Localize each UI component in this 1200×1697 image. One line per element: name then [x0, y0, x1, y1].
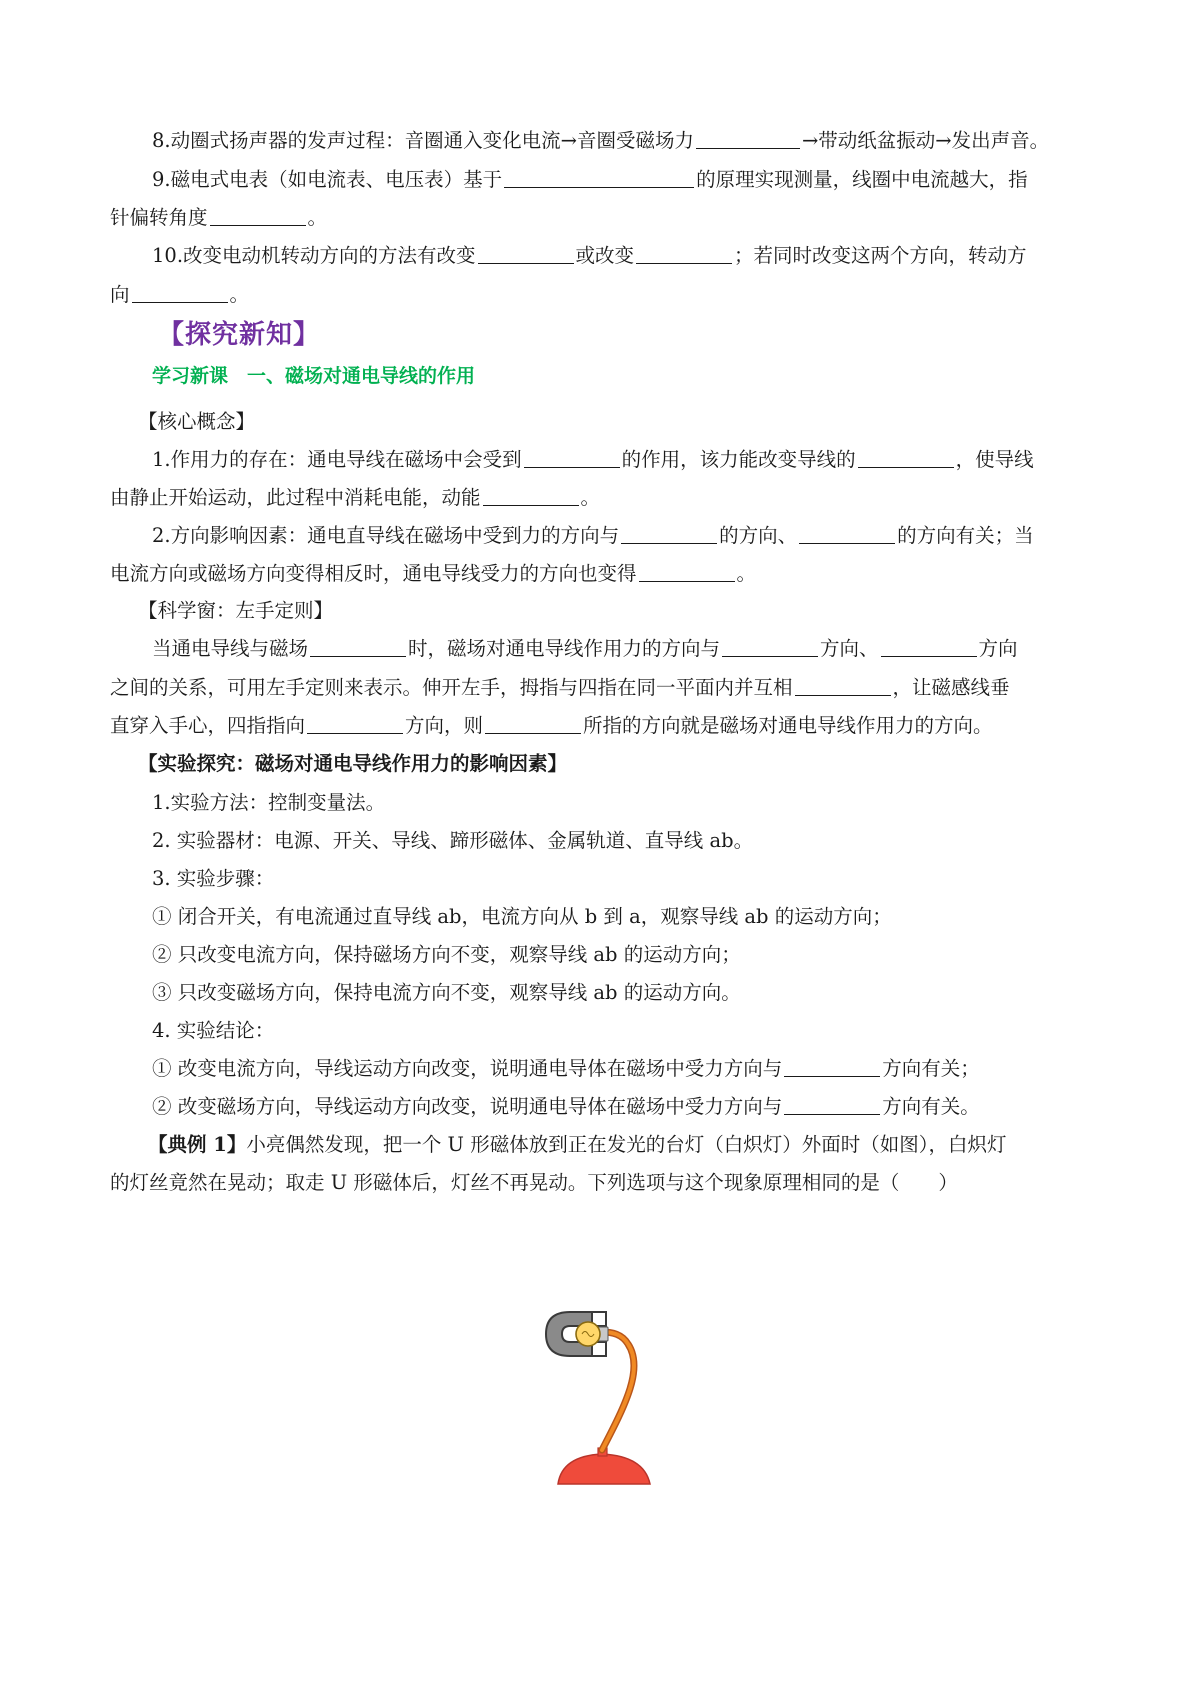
- core-p2-text: 2.方向影响因素：通电直导线在磁场中受到力的方向与: [152, 524, 620, 547]
- experiment-steps-label: 3. 实验步骤：: [152, 867, 275, 890]
- science-text-9: 所指的方向就是磁场对通电导线作用力的方向。: [583, 714, 993, 737]
- core-p2-text-2: 的方向、: [719, 524, 798, 547]
- core-p2-text-5: 。: [736, 562, 757, 585]
- q9-text: 9.磁电式电表（如电流表、电压表）基于: [152, 168, 503, 191]
- lamp-magnet-figure: [540, 1308, 690, 1488]
- conclusion-1-text-2: 方向有关；: [882, 1057, 980, 1080]
- experiment-method: 1.实验方法：控制变量法。: [152, 791, 386, 814]
- explore-heading: 【探究新知】: [158, 320, 321, 350]
- experiment-conclusion-1: [152, 1055, 1092, 1083]
- question-8: [152, 127, 1092, 155]
- science-blank-1[interactable]: [310, 636, 406, 657]
- conclusion-1-text: ① 改变电流方向，导线运动方向改变，说明通电导体在磁场中受力方向与: [152, 1057, 783, 1080]
- science-blank-5[interactable]: [307, 713, 403, 734]
- core-p1-line-1: [152, 446, 1092, 474]
- q10-text-3: ；若同时改变这两个方向，转动方: [734, 244, 1027, 267]
- example-1-line-1: [148, 1131, 1133, 1159]
- q9-text-2: 的原理实现测量，线圈中电流越大，指: [696, 168, 1028, 191]
- q9-blank-2[interactable]: [210, 205, 306, 226]
- core-p1-text-2: 的作用，该力能改变导线的: [621, 448, 856, 471]
- conclusion-2-text-2: 方向有关。: [882, 1095, 980, 1118]
- core-concept-label: 【核心概念】: [138, 410, 256, 433]
- q10-text-2: 或改变: [575, 244, 635, 267]
- science-text-5: 之间的关系，可用左手定则来表示。伸开左手，拇指与四指在同一平面内并互相: [110, 676, 793, 699]
- core-p2-blank-3[interactable]: [639, 561, 735, 582]
- q10-text-4: 向: [110, 283, 130, 306]
- science-text-4: 方向: [978, 637, 1018, 660]
- conclusion-1-blank[interactable]: [784, 1056, 880, 1077]
- experiment-step-3: ③ 只改变磁场方向，保持电流方向不变，观察导线 ab 的运动方向。: [152, 981, 741, 1004]
- core-p2-text-4: 电流方向或磁场方向变得相反时，通电导线受力的方向也变得: [110, 562, 637, 585]
- question-9-line-1: [152, 166, 1092, 194]
- core-p2-text-3: 的方向有关；当: [897, 524, 1034, 547]
- experiment-conclusion-label: 4. 实验结论：: [152, 1019, 275, 1042]
- core-p2-blank-1[interactable]: [621, 523, 717, 544]
- question-10-line-2: [110, 281, 1095, 309]
- science-blank-2[interactable]: [722, 636, 818, 657]
- core-p1-text-4: 由静止开始运动，此过程中消耗电能，动能: [110, 486, 481, 509]
- core-p2-line-1: [152, 522, 1092, 550]
- desk-lamp-icon: [558, 1454, 650, 1484]
- science-blank-4[interactable]: [795, 675, 891, 696]
- science-text-7: 直穿入手心，四指指向: [110, 714, 306, 737]
- experiment-step-2: ② 只改变电流方向，保持磁场方向不变，观察导线 ab 的运动方向；: [152, 943, 741, 966]
- core-p2-blank-2[interactable]: [799, 523, 895, 544]
- example-tag: 【典例 1】: [148, 1133, 247, 1156]
- core-p1-text: 1.作用力的存在：通电导线在磁场中会受到: [152, 448, 522, 471]
- science-text-6: ，让磁感线垂: [892, 676, 1010, 699]
- q10-text: 10.改变电动机转动方向的方法有改变: [152, 244, 476, 267]
- science-text-8: 方向，则: [405, 714, 484, 737]
- q9-text-3: 针偏转角度: [110, 206, 208, 229]
- science-line-1: [152, 635, 1092, 663]
- science-window-label: 【科学窗：左手定则】: [138, 599, 334, 622]
- example-text: 小亮偶然发现，把一个 U 形磁体放到正在发光的台灯（白炽灯）外面时（如图），白炽灯: [246, 1133, 1007, 1156]
- science-text-3: 方向、: [820, 637, 879, 660]
- q10-blank-2[interactable]: [636, 243, 732, 264]
- experiment-title: 【实验探究：磁场对通电导线作用力的影响因素】: [138, 752, 568, 775]
- q10-blank-3[interactable]: [132, 282, 228, 303]
- science-line-2: [110, 674, 1095, 702]
- science-text: 当通电导线与磁场: [152, 637, 309, 660]
- core-p1-line-2: [110, 484, 1095, 512]
- conclusion-2-blank[interactable]: [784, 1094, 880, 1115]
- example-1-line-2: 的灯丝竟然在晃动；取走 U 形磁体后，灯丝不再晃动。下列选项与这个现象原理相同的是（ ）: [110, 1171, 958, 1194]
- core-p1-text-5: 。: [580, 486, 601, 509]
- q10-text-5: 。: [229, 283, 250, 306]
- q9-text-4: 。: [307, 206, 328, 229]
- q10-blank-1[interactable]: [478, 243, 574, 264]
- core-p1-blank-2[interactable]: [858, 447, 954, 468]
- science-blank-3[interactable]: [881, 636, 977, 657]
- experiment-step-1: ① 闭合开关，有电流通过直导线 ab，电流方向从 b 到 a，观察导线 ab 的运动方向；: [152, 905, 892, 928]
- core-p2-line-2: [110, 560, 1095, 588]
- science-text-2: 时，磁场对通电导线作用力的方向与: [408, 637, 721, 660]
- question-10-line-1: [152, 242, 1092, 270]
- experiment-materials: 2. 实验器材：电源、开关、导线、蹄形磁体、金属轨道、直导线 ab。: [152, 829, 754, 852]
- core-p1-text-3: ，使导线: [955, 448, 1034, 471]
- q9-blank-1[interactable]: [504, 167, 694, 188]
- experiment-conclusion-2: [152, 1093, 1092, 1121]
- q8-text: 8.动圈式扬声器的发声过程：音圈通入变化电流→音圈受磁场力: [152, 129, 694, 152]
- science-blank-6[interactable]: [485, 713, 581, 734]
- science-line-3: [110, 712, 1095, 740]
- lesson-heading: 学习新课 一、磁场对通电导线的作用: [152, 365, 476, 387]
- core-p1-blank-1[interactable]: [524, 447, 620, 468]
- conclusion-2-text: ② 改变磁场方向，导线运动方向改变，说明通电导体在磁场中受力方向与: [152, 1095, 783, 1118]
- q8-blank[interactable]: [696, 128, 800, 149]
- question-9-line-2: [110, 204, 1095, 232]
- q8-text-after: →带动纸盆振动→发出声音。: [801, 129, 1050, 152]
- core-p1-blank-3[interactable]: [483, 485, 579, 506]
